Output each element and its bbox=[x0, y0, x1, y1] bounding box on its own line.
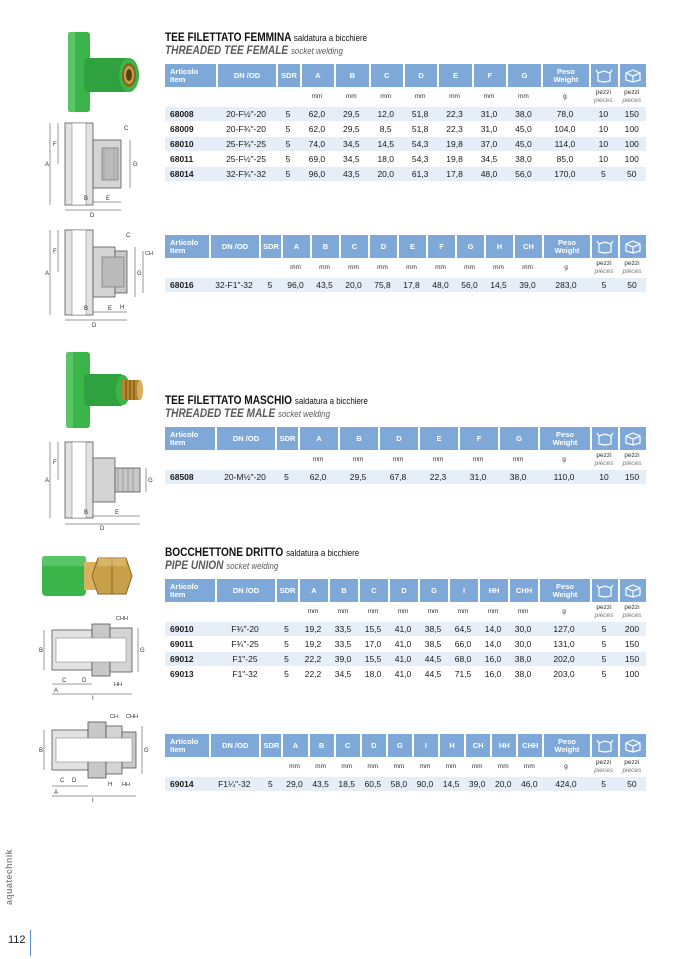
col-d: D bbox=[360, 734, 386, 757]
col-e: E bbox=[397, 235, 426, 258]
col-b: B bbox=[308, 734, 334, 757]
dim-label: F bbox=[53, 142, 57, 148]
col-i: I bbox=[448, 579, 478, 602]
section-1-subtitle: THREADED TEE FEMALE socket welding bbox=[165, 45, 343, 57]
col-g: G bbox=[418, 579, 448, 602]
dim-label: D bbox=[72, 778, 77, 784]
col-h: H bbox=[438, 734, 464, 757]
table-row: 69014 F1¼"-32 5 29,0 43,5 18,5 60,5 58,0 90,0 14,5 39,0 20,0 46,0 424,0 5 50 bbox=[165, 776, 646, 791]
col-chh: CHH bbox=[516, 734, 542, 757]
dim-label: HH bbox=[114, 682, 122, 688]
col-f: F bbox=[426, 235, 455, 258]
dim-label: I bbox=[92, 696, 94, 700]
dim-label: G bbox=[148, 478, 153, 484]
col-hh: HH bbox=[478, 579, 508, 602]
dim-label: E bbox=[106, 196, 111, 202]
table-row: 68508 20-M½"-20 5 62,0 29,5 67,8 22,3 31,0 38,0 110,0 10 150 bbox=[165, 469, 646, 484]
dim-label: CH bbox=[145, 251, 153, 257]
col-d: D bbox=[403, 64, 437, 87]
dim-label: I bbox=[92, 798, 94, 802]
col-pack-single bbox=[590, 734, 618, 757]
table-row: 68016 32-F1"-32 5 96,0 43,5 20,0 75,8 17,8 48,0 56,0 14,5 39,0 283,0 5 50 bbox=[165, 277, 646, 292]
col-f: F bbox=[458, 427, 498, 450]
col-weight: Peso Weight bbox=[538, 427, 590, 450]
table-row: 68009 20-F¾"-20 5 62,0 29,5 8,5 51,8 22,3 31,0 45,0 104,0 10 100 bbox=[165, 121, 646, 136]
dim-label: CHH bbox=[116, 616, 128, 622]
page-number: 112 bbox=[8, 934, 26, 946]
col-weight: Peso Weight bbox=[541, 64, 590, 87]
dim-label: G bbox=[144, 748, 149, 754]
table-row: 68014 32-F¾"-32 5 96,0 43,5 20,0 61,3 17,8 48,0 56,0 170,0 5 50 bbox=[165, 166, 646, 181]
page-divider bbox=[30, 930, 31, 956]
col-chh: CHH bbox=[508, 579, 538, 602]
section-3-title: BOCCHETTONE DRITTO saldatura a bicchiere bbox=[165, 547, 360, 559]
col-g: G bbox=[386, 734, 412, 757]
carton-box-icon bbox=[624, 239, 642, 254]
col-hh: HH bbox=[490, 734, 516, 757]
tee-male-drawing bbox=[40, 438, 155, 530]
dim-label: A bbox=[45, 271, 50, 277]
table-row: 69013 F1"-32 5 22,2 34,5 18,0 41,0 44,5 71,5 16,0 38,0 203,0 5 100 bbox=[165, 666, 646, 681]
col-c: C bbox=[334, 734, 360, 757]
col-dn-od: DN /OD bbox=[215, 427, 275, 450]
dim-label: C bbox=[62, 678, 67, 684]
col-h: H bbox=[484, 235, 513, 258]
box-open-icon bbox=[596, 431, 614, 446]
dim-label: A bbox=[54, 688, 59, 694]
pipe-union-table: Articolo Item DN /OD SDR A B C D G I HH CHH Peso Weight mm mm mm mm mm mm mm mm g pezzi pieces pezzi pieces 69010 F¾"-20 5 19,2 33,5 15,5 41,0 38,5 64,5 14,0 30,0 127,0 5 200 69011 F¾"-25 5 19,2 33,5 17,0 41,0 38,5 66,0 14,0 30,0 131,0 5 150 69012 F1"-25 5 22,2 39,0 15,5 41,0 44,5 68,0 16,0 38,0 202,0 5 150 69013 F1"-32 5 22,2 34,5 18,0 41,0 44,5 71,5 16,0 38,0 203,0 5 100 bbox=[165, 579, 646, 681]
dim-label: G bbox=[133, 162, 138, 168]
table-row: 69011 F¾"-25 5 19,2 33,5 17,0 41,0 38,5 66,0 14,0 30,0 131,0 5 150 bbox=[165, 636, 646, 651]
dim-label: B bbox=[84, 196, 89, 202]
col-a: A bbox=[300, 64, 334, 87]
dim-label: B bbox=[84, 306, 89, 312]
col-sdr: SDR bbox=[259, 734, 281, 757]
dim-label: E bbox=[115, 510, 120, 516]
col-c: C bbox=[339, 235, 368, 258]
col-dn-od: DN /OD bbox=[216, 64, 277, 87]
col-item: Articolo Item bbox=[165, 579, 215, 602]
col-sdr: SDR bbox=[276, 64, 299, 87]
col-pack-single bbox=[590, 235, 618, 258]
col-pack-single bbox=[589, 64, 617, 87]
tee-female-ch-drawing bbox=[40, 225, 155, 330]
carton-box-icon bbox=[624, 738, 642, 753]
dim-label: B bbox=[39, 648, 44, 654]
col-a: A bbox=[298, 579, 328, 602]
tee-male-table: Articolo Item DN /OD SDR A B D E F G Peso Weight mm mm mm mm mm mm g pezzi pieces pezzi pieces 68508 20-M½"-20 5 62,0 29,5 67,8 22,3 31,0 38,0 110,0 10 150 bbox=[165, 427, 646, 484]
col-pack-single bbox=[590, 427, 618, 450]
box-open-icon bbox=[596, 583, 614, 598]
col-weight: Peso Weight bbox=[542, 235, 590, 258]
pipe-union-photo bbox=[38, 548, 138, 604]
dim-label: C bbox=[124, 126, 129, 132]
col-dn-od: DN /OD bbox=[209, 235, 259, 258]
dim-label: E bbox=[108, 306, 113, 312]
col-d: D bbox=[368, 235, 397, 258]
dim-label: G bbox=[137, 271, 142, 277]
col-e: E bbox=[437, 64, 471, 87]
col-ch: CH bbox=[464, 734, 490, 757]
section-1-title: TEE FILETTATO FEMMINA saldatura a bicchiere bbox=[165, 32, 368, 44]
box-open-icon bbox=[595, 68, 613, 83]
col-pack-carton bbox=[618, 427, 646, 450]
pipe-union-ch-drawing bbox=[38, 708, 153, 802]
col-dn-od: DN /OD bbox=[209, 734, 259, 757]
pipe-union-ch-table: Articolo Item DN /OD SDR A B C D G I H CH HH CHH Peso Weight mm mm mm mm mm mm mm mm mm mm g pezzi pieces pezzi pieces 69014 F1¼"-32 5 29,0 43,5 18,5 60,5 58,0 90,0 14,5 39,0 20,0 46,0 424,0 5 50 bbox=[165, 734, 646, 791]
dim-label: CH bbox=[110, 714, 118, 720]
col-item: Articolo Item bbox=[165, 235, 209, 258]
dim-label: C bbox=[60, 778, 65, 784]
col-a: A bbox=[298, 427, 338, 450]
tee-female-photo bbox=[60, 30, 140, 115]
col-sdr: SDR bbox=[275, 427, 298, 450]
col-d: D bbox=[388, 579, 418, 602]
dim-label: D bbox=[90, 213, 95, 218]
col-a: A bbox=[281, 235, 310, 258]
dim-label: D bbox=[92, 323, 97, 329]
dim-label: F bbox=[53, 460, 57, 466]
col-f: F bbox=[472, 64, 506, 87]
col-e: E bbox=[418, 427, 458, 450]
section-3-subtitle: PIPE UNION socket welding bbox=[165, 560, 279, 572]
tee-male-photo bbox=[60, 350, 145, 432]
col-g: G bbox=[506, 64, 540, 87]
col-i: I bbox=[412, 734, 438, 757]
col-c: C bbox=[358, 579, 388, 602]
col-weight: Peso Weight bbox=[538, 579, 590, 602]
table-row: 68008 20-F½"-20 5 62,0 29,5 12,0 51,8 22,3 31,0 38,0 78,0 10 150 bbox=[165, 106, 646, 121]
dim-label: C bbox=[126, 233, 131, 239]
carton-box-icon bbox=[624, 583, 642, 598]
tee-female-table: Articolo Item DN /OD SDR A B C D E F G Peso Weight mm mm mm mm mm mm mm g pezzi pieces pezzi pieces 68008 20-F½"-20 5 62,0 29,5 12,0 51,8 22,3 31,0 38,0 78,0 10 150 68009 20-F¾"-20 5 62,0 29,5 8,5 51,8 22,3 31,0 45,0 104,0 10 100 68010 25-F¾"-25 5 74,0 34,5 14,5 54,3 19,8 37,0 45,0 114,0 10 100 68011 25-F½"-25 5 69,0 34,5 18,0 54,3 19,8 34,5 38,0 85,0 10 100 68014 32-F¾"-32 5 96,0 43,5 20,0 61,3 17,8 48,0 56,0 170,0 5 50 bbox=[165, 64, 646, 181]
col-d: D bbox=[378, 427, 418, 450]
carton-box-icon bbox=[624, 431, 642, 446]
col-sdr: SDR bbox=[275, 579, 298, 602]
col-pack-carton bbox=[618, 734, 646, 757]
col-g: G bbox=[455, 235, 484, 258]
table-row: 68010 25-F¾"-25 5 74,0 34,5 14,5 54,3 19,8 37,0 45,0 114,0 10 100 bbox=[165, 136, 646, 151]
dim-label: B bbox=[39, 748, 44, 754]
col-pack-single bbox=[590, 579, 618, 602]
dim-label: A bbox=[54, 790, 59, 796]
section-2-title: TEE FILETTATO MASCHIO saldatura a bicchiere bbox=[165, 395, 368, 407]
col-pack-carton bbox=[618, 64, 646, 87]
col-c: C bbox=[369, 64, 403, 87]
tee-female-drawing bbox=[40, 118, 150, 218]
col-b: B bbox=[338, 427, 378, 450]
dim-label: D bbox=[82, 678, 87, 684]
dim-label: H bbox=[120, 305, 125, 311]
table-row: 69012 F1"-25 5 22,2 39,0 15,5 41,0 44,5 68,0 16,0 38,0 202,0 5 150 bbox=[165, 651, 646, 666]
tee-female-ch-table: Articolo Item DN /OD SDR A B C D E F G H CH Peso Weight mm mm mm mm mm mm mm mm mm g pezzi pieces pezzi pieces 68016 32-F1"-32 5 96,0 43,5 20,0 75,8 17,8 48,0 56,0 14,5 39,0 283,0 5 50 bbox=[165, 235, 646, 292]
dim-label: B bbox=[84, 510, 89, 516]
dim-label: D bbox=[100, 526, 105, 530]
col-g: G bbox=[498, 427, 538, 450]
dim-label: A bbox=[45, 162, 50, 168]
brand-logo-text: aquatechnik bbox=[4, 849, 14, 905]
col-dn-od: DN /OD bbox=[215, 579, 275, 602]
col-item: Articolo Item bbox=[165, 427, 215, 450]
col-ch: CH bbox=[513, 235, 542, 258]
dim-label: H bbox=[108, 782, 113, 788]
dim-label: HH bbox=[122, 782, 130, 788]
col-pack-carton bbox=[618, 235, 646, 258]
col-weight: Peso Weight bbox=[542, 734, 589, 757]
table-row: 68011 25-F½"-25 5 69,0 34,5 18,0 54,3 19,8 34,5 38,0 85,0 10 100 bbox=[165, 151, 646, 166]
dim-label: G bbox=[140, 648, 145, 654]
box-open-icon bbox=[596, 239, 614, 254]
col-b: B bbox=[328, 579, 358, 602]
col-sdr: SDR bbox=[259, 235, 281, 258]
dim-label: A bbox=[45, 478, 50, 484]
carton-box-icon bbox=[624, 68, 642, 83]
section-2-subtitle: THREADED TEE MALE socket welding bbox=[165, 408, 330, 420]
dim-label: F bbox=[53, 249, 57, 255]
box-open-icon bbox=[596, 738, 614, 753]
table-row: 69010 F¾"-20 5 19,2 33,5 15,5 41,0 38,5 64,5 14,0 30,0 127,0 5 200 bbox=[165, 621, 646, 636]
col-b: B bbox=[310, 235, 339, 258]
pipe-union-drawing bbox=[38, 612, 153, 700]
col-a: A bbox=[281, 734, 307, 757]
col-item: Articolo Item bbox=[165, 734, 209, 757]
dim-label: CHH bbox=[126, 714, 138, 720]
col-pack-carton bbox=[618, 579, 646, 602]
col-item: Articolo Item bbox=[165, 64, 216, 87]
col-b: B bbox=[334, 64, 368, 87]
